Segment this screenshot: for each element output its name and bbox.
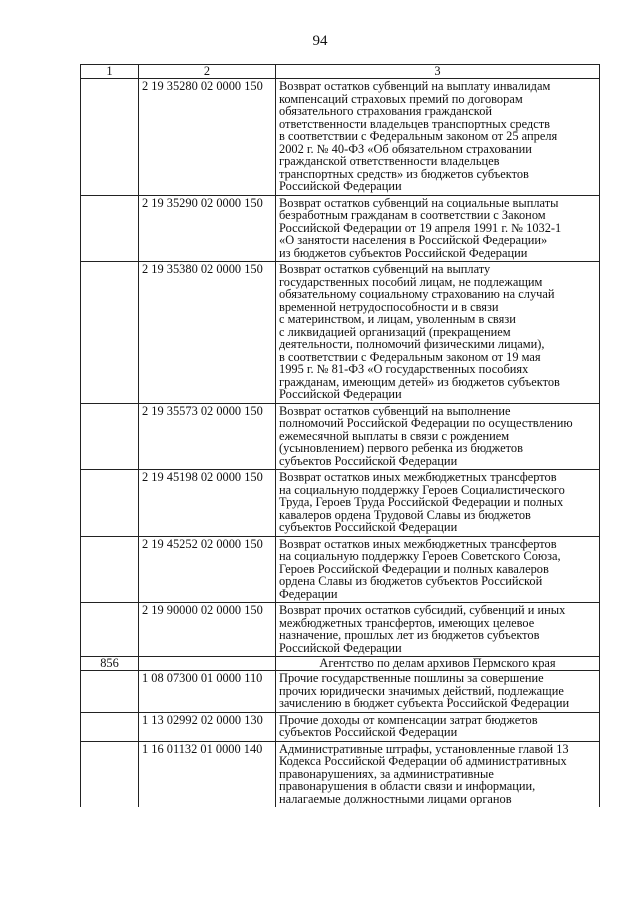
description-line: транспортных средств» из бюджетов субъектов: [279, 166, 529, 181]
admin-code-cell: [81, 712, 139, 741]
description-line: обязательного страхования гражданской: [279, 104, 493, 118]
description-line: с материнством, и лицам, уволенным в связи: [279, 312, 516, 326]
agency-row: [81, 657, 600, 671]
table-row: [81, 262, 600, 404]
table-row: [81, 470, 600, 537]
description-line: Кодекса Российской Федерации об административных: [279, 754, 567, 768]
table-row: [81, 671, 600, 713]
description-line: обязательному социальному страхованию на случай: [279, 287, 555, 301]
revenue-code-cell: 1 13 02992 02 0000 130: [139, 712, 276, 741]
description-line: на социальную поддержку Героев Социалистического: [279, 482, 565, 497]
description-line: 1995 г. № 81-ФЗ «О государственных пособиях: [279, 362, 529, 376]
description-line: деятельности, полномочий физическими лицами),: [279, 337, 545, 351]
revenue-codes-table-wrapper: [80, 64, 599, 807]
description-line: правонарушения в области связи и информации,: [279, 779, 536, 793]
description-line: налагаемые должностными лицами органов: [279, 791, 512, 806]
description-line: полномочий Российской Федерации по осуществлению: [279, 416, 573, 430]
description-cell: [276, 536, 600, 603]
description-line: государственных пособий лицам, не подлежащим: [279, 274, 543, 289]
description-line: Прочие государственные пошлины за совершение: [279, 671, 544, 685]
description-line: Российской Федерации: [279, 640, 402, 655]
table-row: [81, 536, 600, 603]
revenue-code-cell: [139, 657, 276, 671]
description-line: правонарушениях, за административные: [279, 766, 494, 781]
description-cell: [276, 403, 600, 470]
revenue-codes-table: [80, 64, 600, 807]
description-line: субъектов Российской Федерации: [279, 520, 458, 534]
description-line: Административные штрафы, установленные главой 13: [279, 741, 569, 756]
description-line: межбюджетных трансфертов, имеющих целевое: [279, 615, 535, 630]
description-line: Агентство по делам архивов Пермского края: [319, 656, 556, 670]
description-line: субъектов Российской Федерации: [279, 453, 458, 468]
revenue-code-cell: 2 19 35280 02 0000 150: [139, 79, 276, 196]
column-header-1: 1: [81, 65, 139, 79]
revenue-code-cell: 1 16 01132 01 0000 140: [139, 741, 276, 807]
description-line: Российской Федерации от 19 апреля 1991 г. № 1032-1: [279, 220, 562, 235]
description-line: Возврат остатков субвенций на социальные выплаты: [279, 195, 559, 210]
admin-code-cell: [81, 470, 139, 537]
description-line: из бюджетов субъектов Российской Федерации: [279, 245, 528, 260]
description-line: с ликвидацией организаций (прекращением: [279, 324, 511, 339]
table-row: [81, 712, 600, 741]
admin-code-cell: [81, 79, 139, 196]
revenue-code-cell: 2 19 35380 02 0000 150: [139, 262, 276, 404]
description-line: 2002 г. № 40-ФЗ «Об обязательном страховании: [279, 141, 532, 156]
description-line: Федерации: [279, 586, 338, 601]
page-number: 94: [312, 33, 328, 49]
description-line: временной нетрудоспособности и в связи: [279, 299, 499, 314]
table-header-row: [81, 65, 600, 79]
description-line: ежемесячной выплаты в связи с рождением: [279, 428, 510, 443]
description-line: Возврат остатков субвенций на выплату инвалидам: [279, 79, 551, 93]
admin-code-cell: [81, 536, 139, 603]
description-line: ответственности владельцев транспортных средств: [279, 116, 550, 131]
description-line: Возврат остатков иных межбюджетных трансфертов: [279, 470, 557, 484]
revenue-code-cell: 2 19 35290 02 0000 150: [139, 195, 276, 262]
description-line: ордена Славы из бюджетов субъектов Российской: [279, 574, 543, 588]
description-line: назначение, прошлых лет из бюджетов субъектов: [279, 628, 540, 642]
description-line: Возврат остатков субвенций на выплату: [279, 262, 491, 276]
description-line: компенсаций страховых премий по договорам: [279, 91, 523, 106]
description-line: субъектов Российской Федерации: [279, 725, 458, 739]
description-line: «О занятости населения в Российской Федерации»: [279, 233, 548, 247]
description-cell: [276, 195, 600, 262]
description-line: гражданам, имеющим детей» из бюджетов субъектов: [279, 374, 560, 389]
table-row: [81, 403, 600, 470]
table-row: [81, 195, 600, 262]
admin-code-cell: [81, 195, 139, 262]
admin-code-cell: 856: [81, 657, 139, 671]
description-line: гражданской ответственности владельцев: [279, 154, 500, 168]
revenue-code-cell: 2 19 45252 02 0000 150: [139, 536, 276, 603]
description-cell: [276, 262, 600, 404]
description-line: в соответствии с Федеральным законом от 25 апреля: [279, 129, 558, 143]
description-line: в соответствии с Федеральным законом от 19 мая: [279, 349, 541, 364]
description-cell: [276, 671, 600, 713]
description-line: Возврат остатков субвенций на выполнение: [279, 403, 511, 418]
table-row: [81, 603, 600, 657]
description-line: кавалеров ордена Трудовой Славы из бюджетов: [279, 507, 531, 522]
description-line: прочих юридически значимых действий, подлежащие: [279, 683, 564, 698]
description-line: Возврат остатков иных межбюджетных трансфертов: [279, 536, 557, 551]
description-line: (усыновлением) первого ребенка из бюджетов: [279, 441, 523, 455]
description-cell: [276, 603, 600, 657]
admin-code-cell: [81, 403, 139, 470]
admin-code-cell: [81, 603, 139, 657]
table-row: [81, 741, 600, 807]
revenue-code-cell: 2 19 90000 02 0000 150: [139, 603, 276, 657]
description-line: Российской Федерации: [279, 179, 402, 193]
description-cell: [276, 712, 600, 741]
description-line: Возврат прочих остатков субсидий, субвенций и иных: [279, 603, 566, 617]
description-line: Труда, Героев Труда Российской Федерации и полных: [279, 495, 564, 509]
table-body: [81, 79, 600, 808]
description-cell: [276, 741, 600, 807]
revenue-code-cell: 1 08 07300 01 0000 110: [139, 671, 276, 713]
description-line: зачислению в бюджет субъекта Российской Федерации: [279, 696, 570, 710]
description-cell: [276, 470, 600, 537]
revenue-code-cell: 2 19 45198 02 0000 150: [139, 470, 276, 537]
admin-code-cell: [81, 671, 139, 713]
description-line: на социальную поддержку Героев Советского Союза,: [279, 549, 561, 563]
table-row: [81, 79, 600, 196]
agency-name-cell: [276, 657, 600, 671]
description-line: Прочие доходы от компенсации затрат бюджетов: [279, 712, 538, 727]
revenue-code-cell: 2 19 35573 02 0000 150: [139, 403, 276, 470]
description-line: Российской Федерации: [279, 387, 402, 401]
description-line: Героев Российской Федерации и полных кавалеров: [279, 561, 549, 576]
admin-code-cell: [81, 262, 139, 404]
column-header-2: 2: [139, 65, 276, 79]
column-header-3: 3: [276, 65, 600, 79]
description-line: безработным гражданам в соответствии с Законом: [279, 208, 546, 222]
admin-code-cell: [81, 741, 139, 807]
description-cell: [276, 79, 600, 196]
